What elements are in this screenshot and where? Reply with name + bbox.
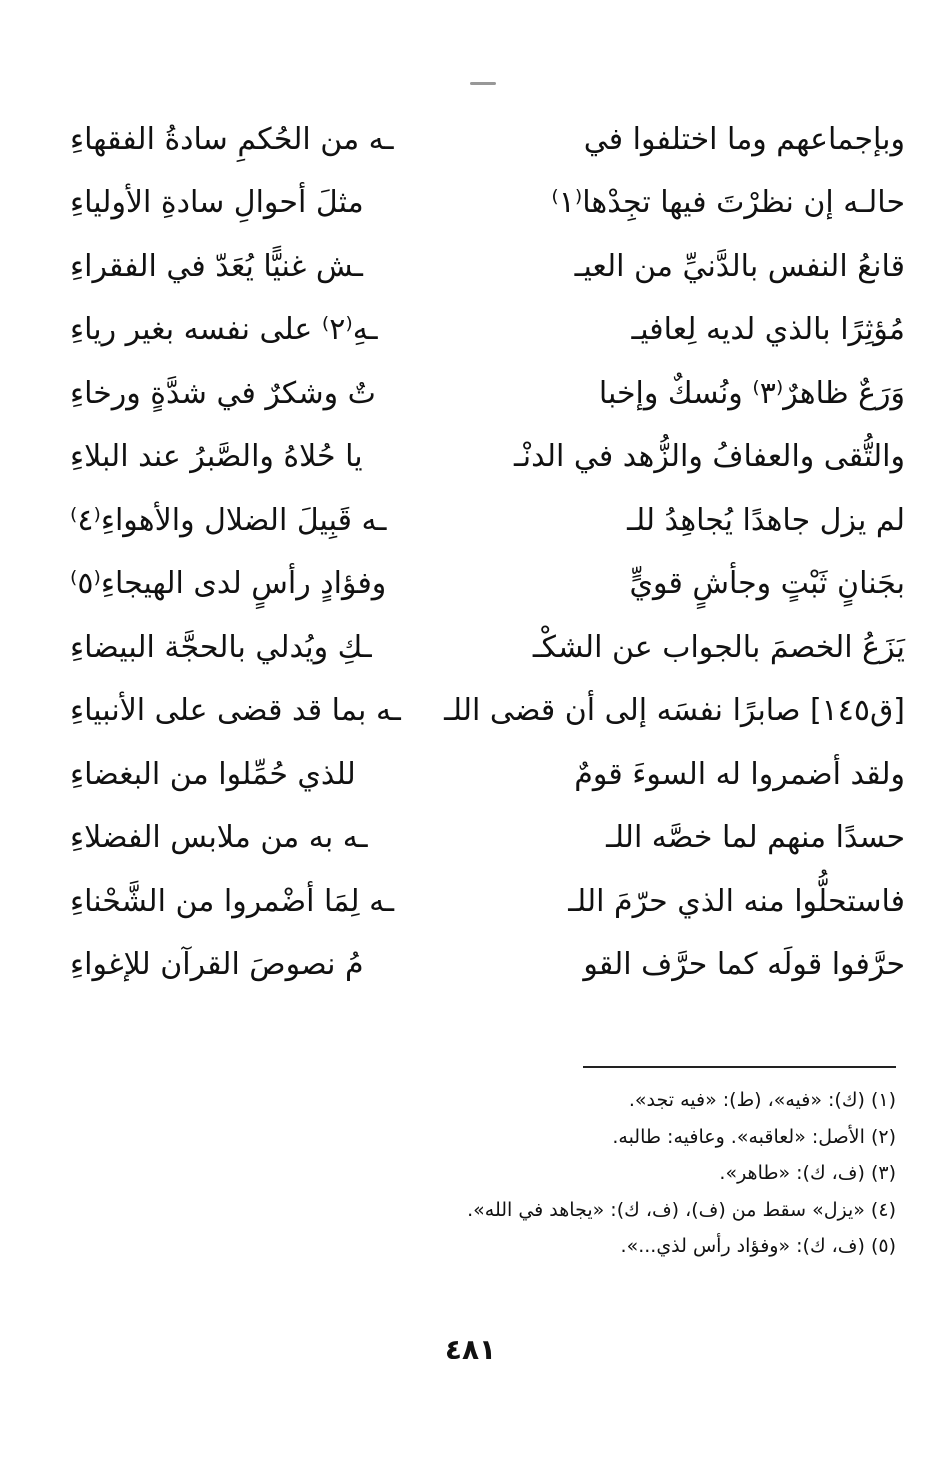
verse-first-hemistich: حرَّفوا قولَه كما حرَّف القو bbox=[583, 947, 905, 983]
verse-second-hemistich: للذي حُمِّلوا من البغضاءِ bbox=[70, 756, 356, 792]
verse-first-hemistich: وَرَعٌ ظاهرٌ⁽٣⁾ ونُسكٌ وإخبا bbox=[598, 375, 905, 411]
page-top-mark bbox=[470, 82, 496, 85]
page-number: ٤٨١ bbox=[444, 1333, 497, 1366]
verse-line bbox=[70, 553, 905, 617]
footnotes bbox=[336, 1082, 896, 1265]
verse-first-hemistich: مُؤثِرًا بالذي لديه لِعافيـ bbox=[631, 312, 905, 348]
verse-line bbox=[70, 680, 905, 744]
footnote: (٥) (ف، ك): «وفؤاد رأس لذي...». bbox=[620, 1235, 896, 1258]
verse-line bbox=[70, 362, 905, 426]
verse-line bbox=[70, 616, 905, 680]
verse-first-hemistich: فاستحلُّوا منه الذي حرّمَ اللـ bbox=[568, 883, 905, 919]
verse-second-hemistich: ـه قَبِيلَ الضلال والأهواءِ⁽٤⁾ bbox=[70, 502, 387, 538]
verse-second-hemistich: ـه من الحُكمِ سادةُ الفقهاءِ bbox=[70, 121, 394, 157]
verse-second-hemistich: وفؤادٍ رأسٍ لدى الهيجاءِ⁽٥⁾ bbox=[70, 566, 387, 602]
verse-line bbox=[70, 299, 905, 363]
verse-second-hemistich: ـه به من ملابس الفضلاءِ bbox=[70, 820, 368, 856]
verse-second-hemistich: ـكِ ويُدلي بالحجَّة البيضاءِ bbox=[70, 629, 372, 665]
verse-line bbox=[70, 934, 905, 998]
verse-second-hemistich: مثلَ أحوالِ سادةِ الأولياءِ bbox=[70, 185, 364, 221]
verse-second-hemistich: ـه بما قد قضى على الأنبياءِ bbox=[70, 693, 401, 729]
verse-second-hemistich: يا حُلاهُ والصَّبرُ عند البلاءِ bbox=[70, 439, 363, 475]
footnote: (١) (ك): «فيه»، (ط): «فيه تجد». bbox=[628, 1089, 896, 1112]
verse-second-hemistich: ـه لِمَا أضْمروا من الشَّحْناءِ bbox=[70, 883, 394, 919]
verse-first-hemistich: لم يزل جاهدًا يُجاهِدُ للـ bbox=[627, 502, 905, 538]
verse-line bbox=[70, 426, 905, 490]
verse-second-hemistich: مُ نصوصَ القرآن للإغواءِ bbox=[70, 947, 364, 983]
verse-first-hemistich: حالـه إن نظرْتَ فيها تجِدْها⁽١⁾ bbox=[551, 185, 905, 221]
footnote-separator bbox=[583, 1066, 896, 1068]
verse-line bbox=[70, 743, 905, 807]
verse-line bbox=[70, 235, 905, 299]
verse-first-hemistich: [ق١٤٥] صابرًا نفسَه إلى أن قضى اللـ bbox=[444, 693, 905, 729]
footnote: (٢) الأصل: «لعاقبه». وعافيه: طالبه. bbox=[612, 1125, 896, 1148]
verse-line bbox=[70, 807, 905, 871]
verse-first-hemistich: حسدًا منهم لما خصَّه اللـ bbox=[606, 820, 905, 856]
verse-first-hemistich: والتُّقى والعفافُ والزُّهد في الدنْـ bbox=[514, 439, 905, 475]
verse-second-hemistich: ـش غنيًّا يُعَدّ في الفقراءِ bbox=[70, 248, 363, 284]
footnote: (٤) «يزل» سقط من (ف)، (ف، ك): «يجاهد في الله». bbox=[467, 1198, 896, 1221]
verse-line bbox=[70, 489, 905, 553]
verse-first-hemistich: قانعُ النفس بالدَّنيِّ من العيـ bbox=[574, 248, 905, 284]
verse-second-hemistich: تٌ وشكرٌ في شدَّةٍ ورخاءِ bbox=[70, 375, 376, 411]
verse-first-hemistich: ولقد أضمروا له السوءَ قومٌ bbox=[574, 756, 905, 792]
verse-line bbox=[70, 108, 905, 172]
verse-line bbox=[70, 870, 905, 934]
verse-line bbox=[70, 172, 905, 236]
poem bbox=[70, 108, 905, 997]
verse-second-hemistich: ـهِ⁽٢⁾ على نفسه بغير رياءِ bbox=[70, 312, 378, 348]
verse-first-hemistich: وبإجماعهم وما اختلفوا في bbox=[583, 121, 905, 157]
verse-first-hemistich: بجَنانٍ ثَبْتٍ وجأشٍ قويٍّ bbox=[629, 566, 905, 602]
verse-first-hemistich: يَزَعُ الخصمَ بالجواب عن الشكْـ bbox=[532, 629, 905, 665]
footnote: (٣) (ف، ك): «طاهر». bbox=[719, 1162, 896, 1185]
